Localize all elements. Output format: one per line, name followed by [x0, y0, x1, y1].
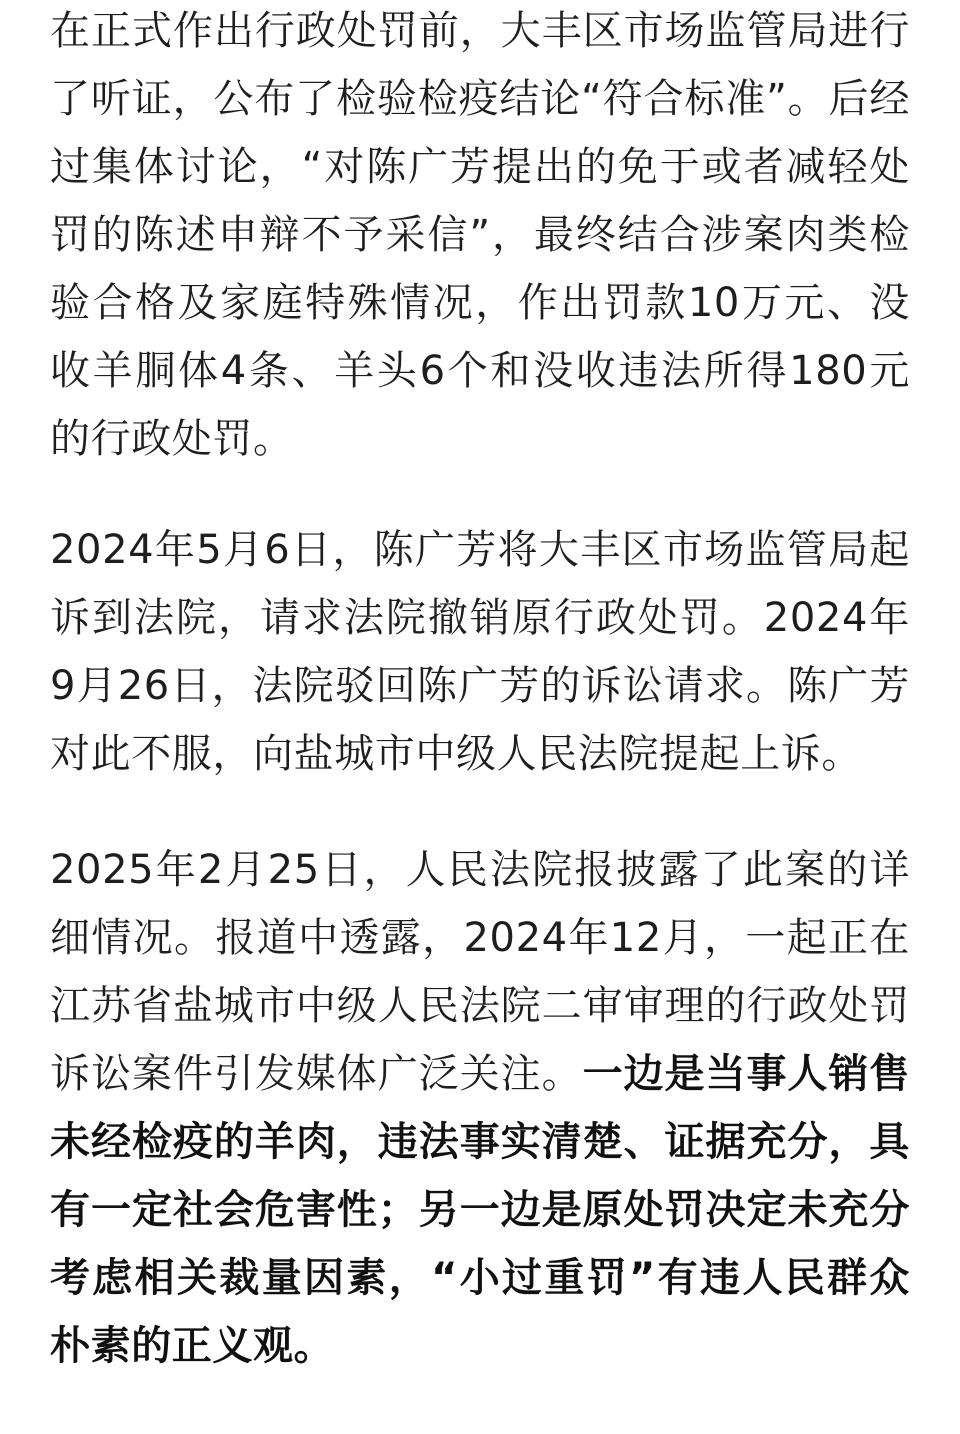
article-paragraph-1: 在正式作出行政处罚前，大丰区市场监管局进行了听证，公布了检验检疫结论“符合标准”。后经过集体讨论，“对陈广芳提出的免于或者减轻处罚的陈述申辩不予采信”，最终结合涉案肉类检验合格及家庭特殊情况，作出罚款10万元、没收羊胴体4条、羊头6个和没收违法所得180元的行政处罚。: [50, 8, 910, 462]
paragraph-3-normal-text: 2025年2月25日，人民法院报披露了此案的详细情况。报道中透露，2024年12月，一起正在江苏省盐城市中级人民法院二审审理的行政处罚诉讼案件引发媒体广泛关注。: [50, 847, 910, 1097]
article-paragraph-2: 2024年5月6日，陈广芳将大丰区市场监管局起诉到法院，请求法院撤销原行政处罚。2024年9月26日，法院驳回陈广芳的诉讼请求。陈广芳对此不服，向盐城市中级人民法院提起上诉。: [50, 527, 910, 777]
paragraph-3-bold-text: 一边是当事人销售未经检疫的羊肉，违法事实清楚、证据充分，具有一定社会危害性；另一边是原处罚决定未充分考虑相关裁量因素，“小过重罚”有违人民群众朴素的正义观。: [50, 1051, 910, 1369]
article-paragraph-3: [50, 836, 910, 1380]
